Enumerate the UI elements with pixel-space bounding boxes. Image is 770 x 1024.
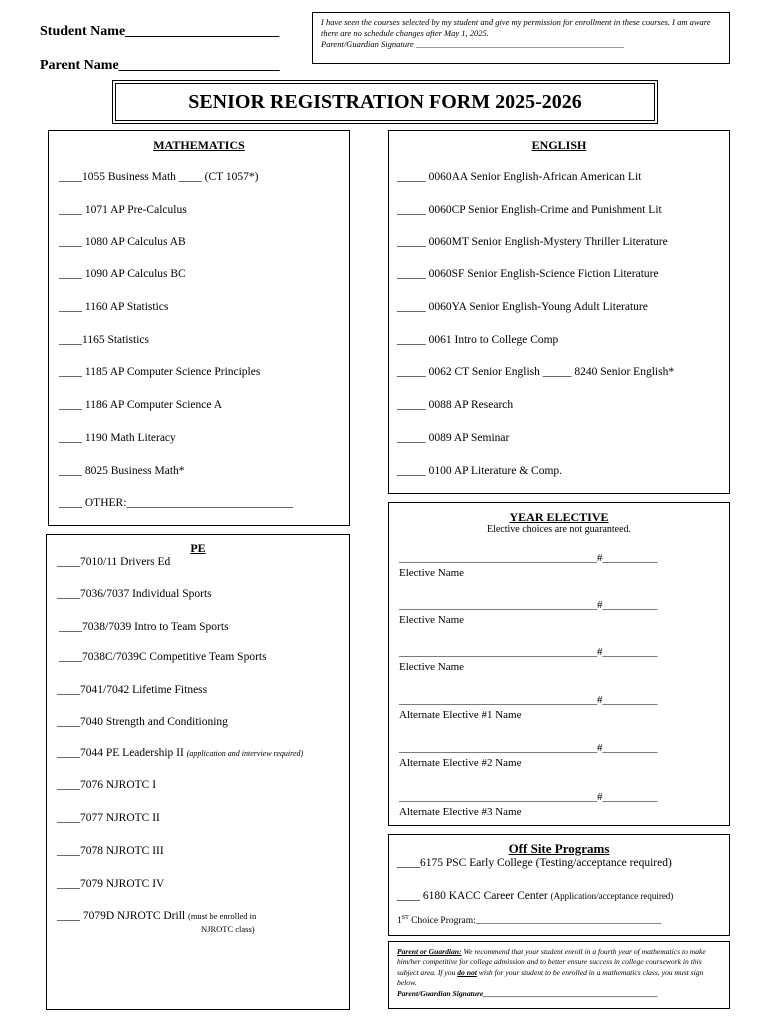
elective-3-label: Elective Name [399,661,465,673]
pe-item-intro-team-sports[interactable]: ____7038/7039 Intro to Team Sports [59,621,229,633]
english-heading: ENGLISH [531,138,587,152]
english-item-0060cp[interactable]: _____ 0060CP Senior English-Crime and Punishment Lit [397,204,662,216]
elective-2-label: Elective Name [399,614,465,626]
pe-drill-note-1: (must be enrolled in [187,911,257,921]
offsite-programs-section [388,834,730,936]
guardian-notice-do-not: do not [457,967,477,977]
english-item-0060aa[interactable]: _____ 0060AA Senior English-African American Lit [397,171,642,183]
permission-text: I have seen the courses selected by my student and give my permission for enrollment in these courses. I am aware there are no schedule changes after May 1, 2025. [321,17,711,38]
english-item-0060sf[interactable]: _____ 0060SF Senior English-Science Fiction Literature [397,268,659,280]
english-item-0089[interactable]: _____ 0089 AP Seminar [397,432,510,444]
elective-3-line[interactable]: ____________________________________#__________ [399,646,658,658]
alternate-3-line[interactable]: ____________________________________#__________ [399,791,658,803]
permission-signature-line[interactable]: Parent/Guardian Signature _________________________________________________ [321,39,625,49]
pe-item-njrotc-2[interactable]: ____7077 NJROTC II [57,812,160,824]
math-item-business-math-star[interactable]: ____ 8025 Business Math* [59,465,185,477]
mathematics-section [48,130,350,526]
first-choice-program-field[interactable] [397,915,661,926]
math-item-ap-csp[interactable]: ____ 1185 AP Computer Science Principles [59,366,261,378]
english-item-0062-8240[interactable]: _____ 0062 CT Senior English _____ 8240 Senior English* [397,366,675,378]
pe-item-competitive-team-sports[interactable]: ____7038C/7039C Competitive Team Sports [59,651,267,663]
guardian-notice [388,941,730,1009]
math-item-math-literacy[interactable]: ____ 1190 Math Literacy [59,432,176,444]
math-item-business-math[interactable]: ____1055 Business Math ____ (CT 1057*) [59,171,259,183]
year-elective-section [388,502,730,826]
alternate-3-label: Alternate Elective #3 Name [399,806,522,818]
english-section [388,130,730,494]
english-item-0060ya[interactable]: _____ 0060YA Senior English-Young Adult Literature [397,301,648,313]
guardian-notice-text-1: We recommend that your student enroll in a fourth year of mathematics to make him/her competitive for college admission and to better ensure success in college coursework in this subject area. If you [397,947,706,977]
english-item-0061[interactable]: _____ 0061 Intro to College Comp [397,334,559,346]
guardian-signature-line[interactable]: Parent/Guardian Signature______________________________________________ [397,988,658,998]
pe-item-pe-leadership[interactable] [57,747,303,759]
elective-1-line[interactable]: ____________________________________#__________ [399,552,658,564]
offsite-item-psc-early-college[interactable]: ____6175 PSC Early College (Testing/acceptance required) [397,857,672,869]
pe-drill-note-2: NJROTC class) [201,924,255,934]
pe-item-njrotc-3[interactable]: ____7078 NJROTC III [57,845,164,857]
math-item-ap-statistics[interactable]: ____ 1160 AP Statistics [59,301,169,313]
mathematics-heading: MATHEMATICS [153,138,245,152]
math-item-statistics[interactable]: ____1165 Statistics [59,334,149,346]
year-elective-heading: YEAR ELECTIVE [509,510,609,524]
pe-item-njrotc-drill[interactable] [57,910,256,922]
offsite-item-kacc-career-center[interactable] [397,890,673,902]
alternate-1-line[interactable]: ____________________________________#__________ [399,694,658,706]
permission-notice [312,12,730,64]
math-item-ap-calculus-ab[interactable]: ____ 1080 AP Calculus AB [59,236,186,248]
alternate-2-label: Alternate Elective #2 Name [399,757,522,769]
pe-item-drivers-ed[interactable]: ____7010/11 Drivers Ed [57,556,171,568]
pe-item-njrotc-4[interactable]: ____7079 NJROTC IV [57,878,165,890]
pe-leadership-note: (application and interview required) [186,749,304,758]
pe-heading: PE [190,541,206,555]
pe-drill-label: ____ 7079D NJROTC Drill [57,910,186,922]
offsite-heading: Off Site Programs [508,841,610,856]
pe-section [46,534,350,1010]
math-item-ap-precalculus[interactable]: ____ 1071 AP Pre-Calculus [59,204,187,216]
parent-name-field[interactable]: Parent Name_______________________ [40,58,280,73]
elective-1-label: Elective Name [399,567,465,579]
math-item-ap-csa[interactable]: ____ 1186 AP Computer Science A [59,399,223,411]
guardian-notice-label: Parent or Guardian: [397,947,462,956]
offsite-kacc-label: ____ 6180 KACC Career Center [397,890,548,902]
first-choice-text: Choice Program:_______________________________________ [408,916,662,927]
english-item-0060mt[interactable]: _____ 0060MT Senior English-Mystery Thriller Literature [397,236,668,248]
english-item-0088[interactable]: _____ 0088 AP Research [397,399,514,411]
pe-item-individual-sports[interactable]: ____7036/7037 Individual Sports [57,588,212,600]
pe-item-njrotc-1[interactable]: ____7076 NJROTC I [57,779,157,791]
alternate-1-label: Alternate Elective #1 Name [399,709,522,721]
english-item-0100[interactable]: _____ 0100 AP Literature & Comp. [397,465,563,477]
guardian-notice-text-2: wish for your student to be enrolled in a mathematics class, you must sign below. [397,967,704,988]
math-item-other[interactable]: ____ OTHER:_____________________________ [59,497,294,509]
title-box [112,80,658,124]
offsite-kacc-note: (Application/acceptance required) [550,891,674,901]
student-name-field[interactable]: Student Name______________________ [40,24,280,39]
pe-item-lifetime-fitness[interactable]: ____7041/7042 Lifetime Fitness [57,684,208,696]
alternate-2-line[interactable]: ____________________________________#__________ [399,742,658,754]
math-item-ap-calculus-bc[interactable]: ____ 1090 AP Calculus BC [59,268,186,280]
first-choice-prefix: 1 [397,916,402,927]
first-choice-sup: ST [401,915,409,921]
page-title: SENIOR REGISTRATION FORM 2025-2026 [188,91,582,113]
year-elective-subheading: Elective choices are not guaranteed. [486,524,632,535]
pe-leadership-label: ____7044 PE Leadership II [57,747,184,759]
pe-item-strength-conditioning[interactable]: ____7040 Strength and Conditioning [57,716,228,728]
elective-2-line[interactable]: ____________________________________#__________ [399,599,658,611]
